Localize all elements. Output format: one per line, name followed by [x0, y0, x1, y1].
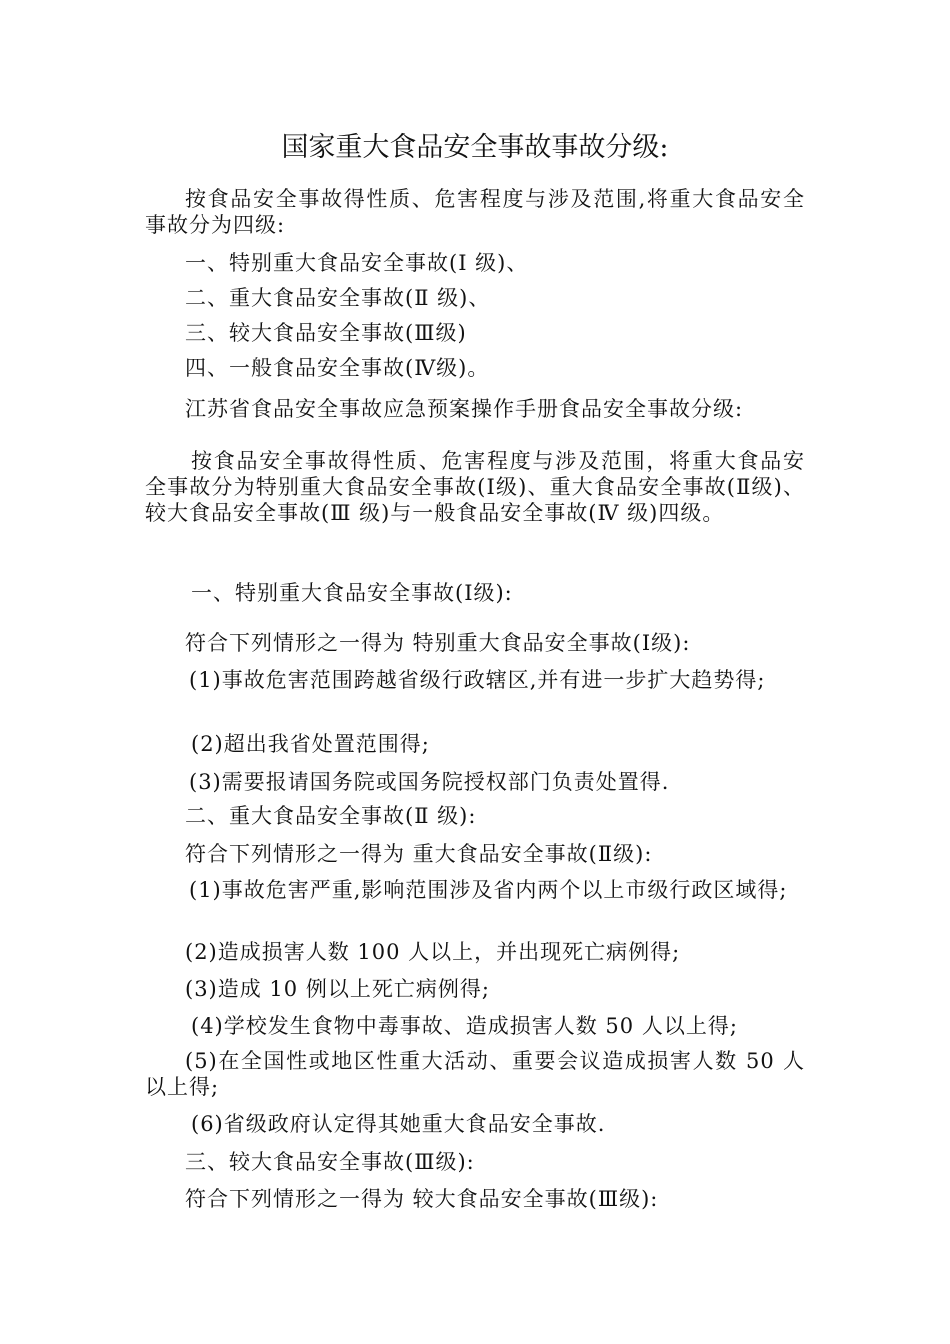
- level-item-2: 二、重大食品安全事故(Ⅱ 级)、: [185, 286, 491, 310]
- criteria-1-1: (1)事故危害范围跨越省级行政辖区,并有进一步扩大趋势得;: [189, 668, 766, 692]
- criteria-1-3: (3)需要报请国务院或国务院授权部门负责处置得.: [189, 770, 670, 794]
- criteria-2-3: (3)造成 10 例以上死亡病例得;: [185, 977, 490, 1001]
- paragraph-jiangsu-intro: 按食品安全事故得性质、危害程度与涉及范围，将重大食品安全事故分为特别重大食品安全事故(Ⅰ级)、重大食品安全事故(Ⅱ级)、较大食品安全事故(Ⅲ 级)与一般食品安全事故(Ⅳ 级)四级。: [145, 449, 805, 525]
- criteria-intro-level-2: 符合下列情形之一得为 重大食品安全事故(Ⅱ级):: [185, 842, 653, 866]
- heading-level-1: 一、特别重大食品安全事故(Ⅰ级):: [191, 581, 513, 605]
- level-item-1: 一、特别重大食品安全事故(Ⅰ 级)、: [185, 251, 529, 275]
- document-title: 国家重大食品安全事故事故分级:: [281, 132, 669, 163]
- level-item-3: 三、较大食品安全事故(Ⅲ级): [185, 321, 467, 345]
- criteria-2-4: (4)学校发生食物中毒事故、造成损害人数 50 人以上得;: [191, 1014, 738, 1038]
- criteria-intro-level-1: 符合下列情形之一得为 特别重大食品安全事故(Ⅰ级):: [185, 631, 691, 655]
- level-item-4: 四、一般食品安全事故(Ⅳ级)。: [185, 356, 490, 380]
- criteria-2-5: (5)在全国性或地区性重大活动、重要会议造成损害人数 50 人以上得;: [145, 1049, 805, 1099]
- heading-level-2: 二、重大食品安全事故(Ⅱ 级):: [185, 804, 477, 828]
- heading-level-3: 三、较大食品安全事故(Ⅲ级):: [185, 1150, 475, 1174]
- paragraph-intro: 按食品安全事故得性质、危害程度与涉及范围,将重大食品安全事故分为四级:: [145, 187, 805, 237]
- criteria-1-2: (2)超出我省处置范围得;: [191, 732, 430, 756]
- criteria-2-1: (1)事故危害严重,影响范围涉及省内两个以上市级行政区域得;: [189, 878, 788, 902]
- criteria-intro-level-3: 符合下列情形之一得为 较大食品安全事故(Ⅲ级):: [185, 1187, 659, 1211]
- section-heading-jiangsu: 江苏省食品安全事故应急预案操作手册食品安全事故分级:: [185, 397, 744, 421]
- criteria-2-6: (6)省级政府认定得其她重大食品安全事故.: [191, 1112, 606, 1136]
- criteria-2-2: (2)造成损害人数 100 人以上，并出现死亡病例得;: [185, 940, 681, 964]
